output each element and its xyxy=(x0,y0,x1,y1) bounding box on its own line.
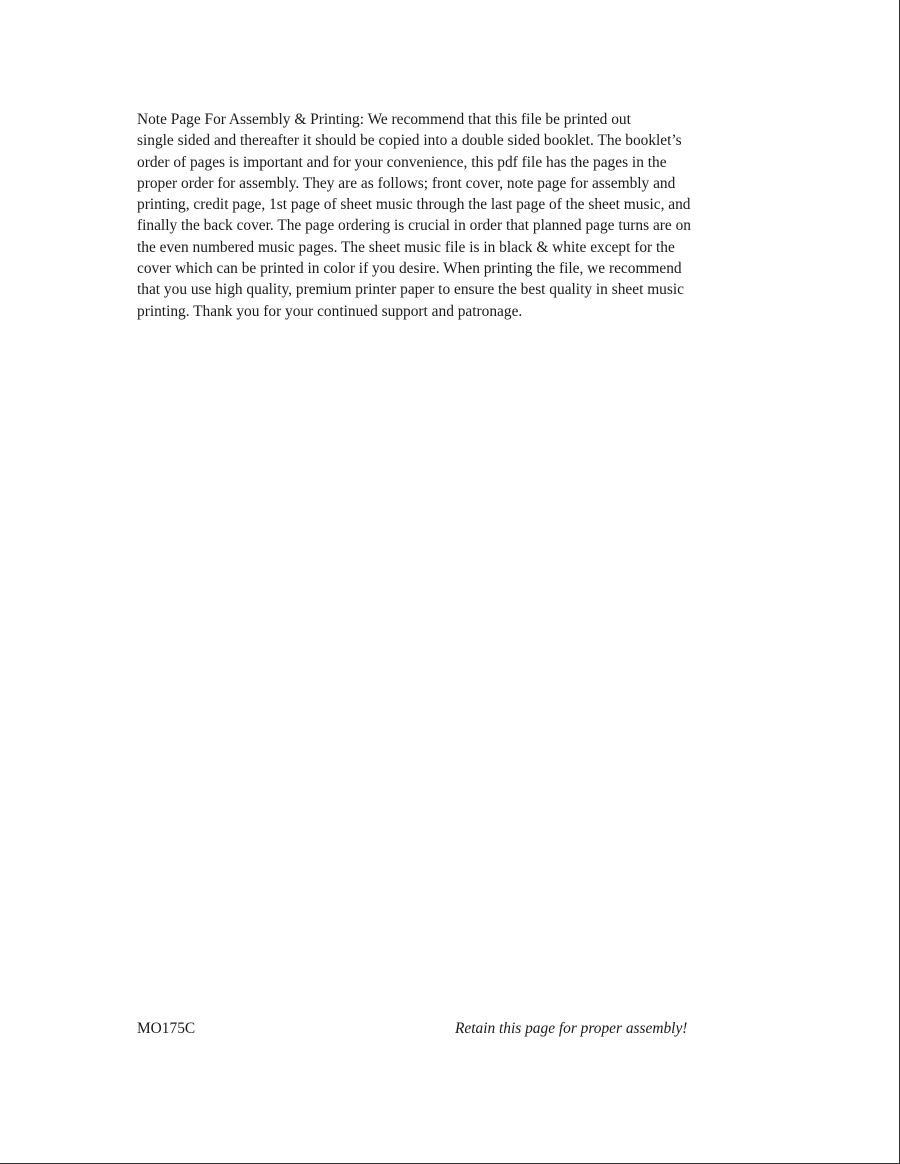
note-line: cover which can be printed in color if you desire. When printing the file, we recommend xyxy=(137,260,682,278)
note-line: the even numbered music pages. The sheet music file is in black & white except for the xyxy=(137,238,675,256)
note-line: that you use high quality, premium printer paper to ensure the best quality in sheet music xyxy=(137,281,684,299)
note-line: printing. Thank you for your continued support and patronage. xyxy=(137,302,523,320)
note-line: order of pages is important and for your convenience, this pdf file has the pages in the xyxy=(137,153,667,171)
note-line: Note Page For Assembly & Printing: We recommend that this file be printed out xyxy=(137,111,631,128)
note-line: finally the back cover. The page ordering is crucial in order that planned page turns are on xyxy=(137,217,691,235)
note-line: single sided and thereafter it should be copied into a double sided booklet. The booklet’s xyxy=(137,132,682,150)
note-line: proper order for assembly. They are as follows; front cover, note page for assembly and xyxy=(137,174,676,192)
note-line: printing, credit page, 1st page of sheet music through the last page of the sheet music, and xyxy=(137,196,691,214)
catalog-code: MO175C xyxy=(137,1020,196,1037)
assembly-note-paragraph xyxy=(137,109,777,322)
retain-page-note: Retain this page for proper assembly! xyxy=(455,1020,688,1037)
